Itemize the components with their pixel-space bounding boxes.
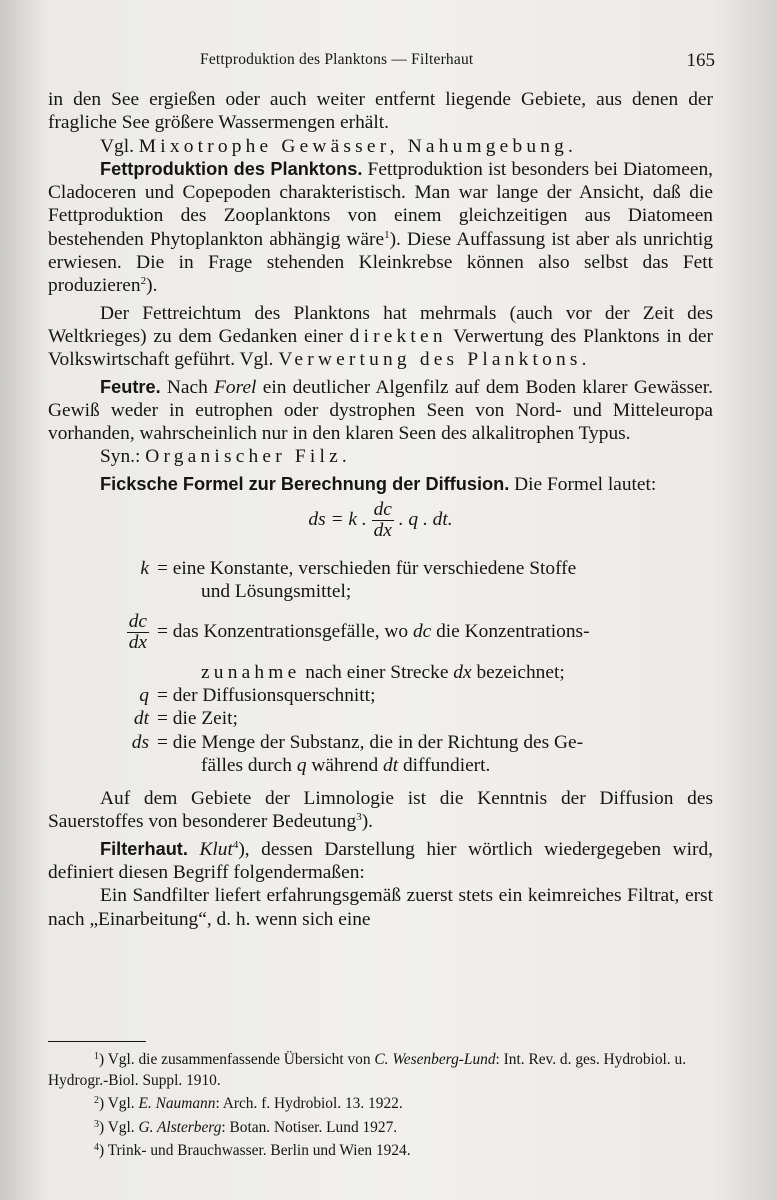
paragraph-sandfilter: Ein Sandfilter liefert erfahrungsgemäß zuerst stets ein keimreiches Filtrat, erst nach „Einarbeitung“, d. h. wenn sich eine (48, 885, 713, 930)
diffusion-formula: ds = k . $\frac{dc}{dx}$ . q . dt. (308, 499, 453, 542)
footnote-ref-1: 1 (384, 228, 390, 241)
footnote-rule (48, 1041, 146, 1042)
term-filterhaut: Filterhaut. (100, 838, 188, 859)
entry-ficksche-formel: Ficksche Formel zur Berechnung der Diffusion. Die Formel lautet: (100, 473, 657, 495)
footnote-1: $^1$) Vgl. die zusammenfassende Übersicht von C. Wesenberg-Lund: Int. Rev. d. ges. Hydrobiol. u. Hydrogr.-Biol. Suppl. 1910. (48, 1051, 687, 1089)
formula-fraction: $\frac{dc}{dx}$ (373, 499, 392, 542)
definition-dc-dx: $\frac{dc}{dx}$ = das Konzentrationsgefälle, wo dc die Konzentrations- (128, 610, 590, 653)
entry-fettproduktion: Fettproduktion des Planktons. Fettproduktion ist besonders bei Diatomeen, Cladoceren und Copepoden charakteristisch. Man war lange der Ansicht, daß die Fettproduktion des Zooplanktons von einem gleichzeitigen aus Diatomeen bestehenden Phytoplankton abhängig wäre$^1$). Diese Auffassung ist aber als unrichtig erwiesen. Die in Frage stehenden Kleinkrebse können also selbst das Fett produzieren$^2$). (48, 158, 713, 297)
footnotes (48, 1047, 713, 1162)
definition-dt: dt = die Zeit; (133, 708, 238, 730)
see-also-mixotrophe: Vgl. Mixotrophe Gewässer, Nahumgebung. (100, 135, 578, 157)
page-header (48, 48, 715, 74)
paragraph-limnologie: Auf dem Gebiete der Limnologie ist die Kenntnis der Diffusion des Sauerstoffes von besonderer Bedeutung$^3$). (48, 788, 713, 833)
footnote-4: $^4$) Trink- und Brauchwasser. Berlin und Wien 1924. (94, 1142, 411, 1160)
definition-k: k = eine Konstante, verschieden für verschiedene Stoffe (140, 558, 577, 580)
term-ficksche-formel: Ficksche Formel zur Berechnung der Diffusion. (100, 473, 510, 494)
page-number: 165 (686, 50, 715, 71)
footnote-ref-2: 2 (140, 275, 147, 288)
running-title: Fettproduktion des Planktons — Filterhaut (200, 51, 474, 68)
definition-ds: ds = die Menge der Substanz, die in der Richtung des Ge- (131, 731, 584, 753)
definition-q: q = der Diffusionsquerschnitt; (139, 684, 376, 706)
term-fettproduktion: Fettproduktion des Planktons. (100, 158, 363, 179)
footnote-ref-3: 3 (356, 811, 362, 824)
synonym-line: Syn.: Organischer Filz. (100, 446, 351, 468)
paragraph-continued: in den See ergießen oder auch weiter entfernt liegende Gebiete, aus denen der fragliche See größere Wassermengen erhält. (48, 89, 713, 134)
footnote-ref-4: 4 (232, 838, 239, 851)
main-text (48, 88, 713, 931)
formula-definitions: k = eine Konstante, verschieden für verschiedene Stoffe und Lösungsmittel; $\frac{dc}{dx}$ = das Konzentrationsgefälle, wo dc die Konzentrations- zunahme nach einer Strecke dx bezeichnet; q = der Diffusionsquerschnitt; dt = die Zeit; ds = die Menge der Substanz, die in der Richtung des Ge- fälles durch q während dt diffundiert. (105, 557, 713, 777)
term-feutre: Feutre. (100, 376, 161, 397)
footnote-2: $^2$) Vgl. E. Naumann: Arch. f. Hydrobiol. 13. 1922. (94, 1095, 403, 1113)
entry-filterhaut: Filterhaut. Klut$^4$), dessen Darstellung hier wörtlich wiedergegeben wird, definiert diesen Begriff folgendermaßen: (48, 838, 713, 884)
entry-feutre: Feutre. Nach Forel ein deutlicher Algenfilz auf dem Boden klarer Gewässer. Gewiß weder in eutrophen oder dystrophen Seen von Nord- und Mitteleuropa vorhanden, wahrscheinlich nur in den klaren Seen des alkalitrophen Typus. (48, 376, 713, 445)
footnote-3: $^3$) Vgl. G. Alsterberg: Botan. Notiser. Lund 1927. (94, 1118, 398, 1136)
paragraph-fettreichtum: Der Fettreichtum des Planktons hat mehrmals (auch vor der Zeit des Weltkrieges) zu dem Gedanken einer direkten Verwertung des Planktons in der Volkswirtschaft geführt. Vgl. Verwertung des Planktons. (48, 302, 713, 371)
